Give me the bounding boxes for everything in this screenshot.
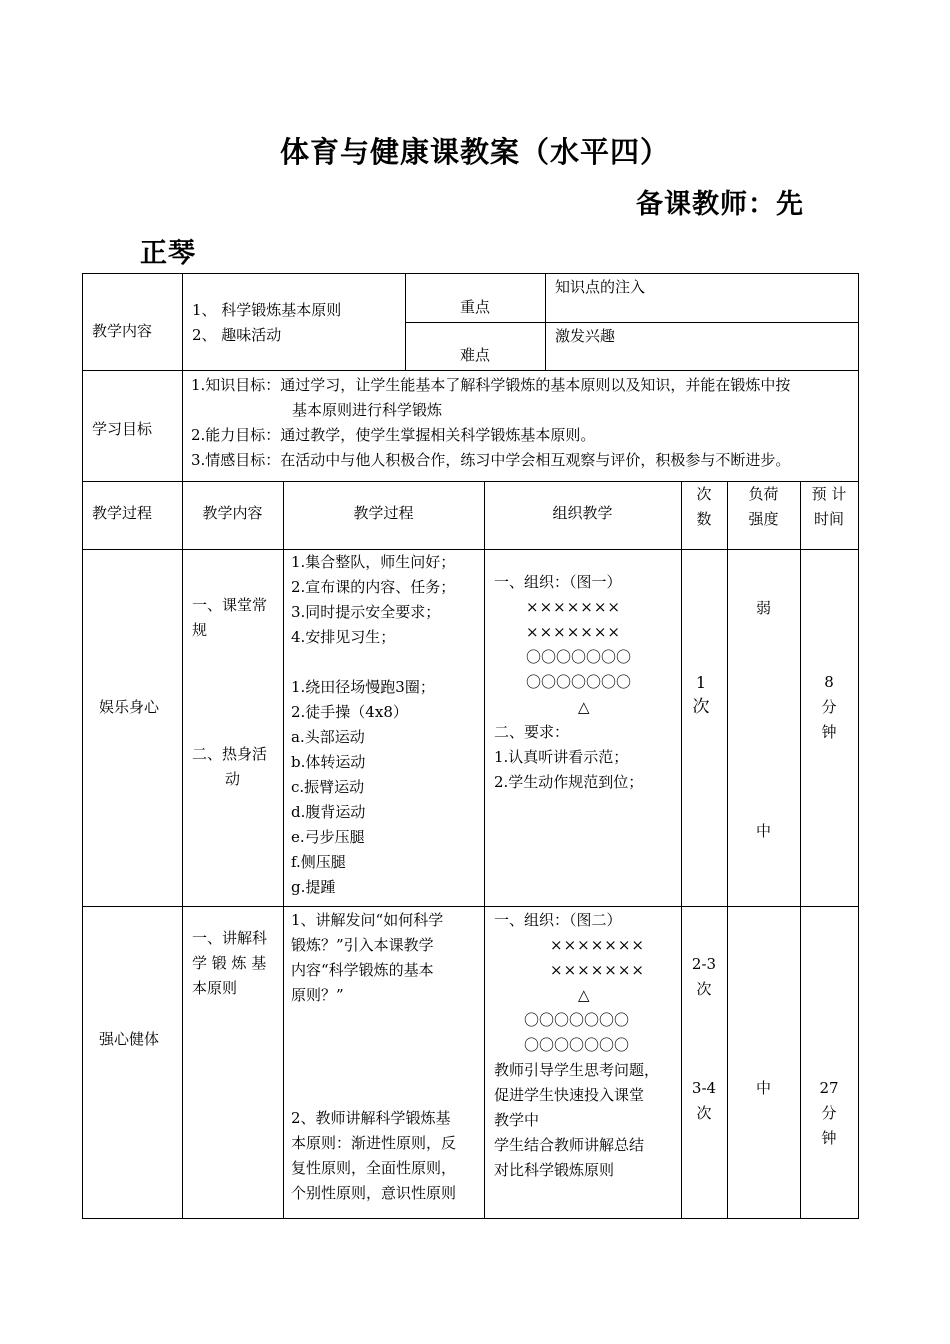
part1-content-a2: 规: [192, 621, 208, 639]
formation-row: 〇〇〇〇〇〇〇: [524, 1011, 630, 1029]
part2-procedure-a: 原则？”: [291, 986, 344, 1004]
part2-procedure-b: 本原则：渐进性原则，反: [291, 1134, 457, 1152]
key-point-label: 重点: [459, 298, 490, 316]
part2-times-a2: 次: [696, 980, 712, 998]
part2-note: 教师引导学生思考问题，: [494, 1061, 660, 1079]
part2-procedure-b: 个别性原则，意识性原则: [291, 1184, 457, 1202]
page-title: 体育与健康课教案（水平四）: [279, 135, 670, 169]
formation-row: 〇〇〇〇〇〇〇: [524, 1036, 630, 1054]
header-content: 教学内容: [202, 504, 263, 522]
procedure-step: e.弓步压腿: [291, 828, 365, 846]
row1-label: 教学内容: [92, 322, 153, 340]
part1-content-a1: 一、课堂常: [192, 596, 268, 614]
formation-row: 〇〇〇〇〇〇〇: [526, 673, 632, 691]
part1-content-b1: 二、热身活: [192, 745, 268, 763]
part2-note: 教学中: [494, 1111, 540, 1129]
header-duration-2: 时间: [813, 510, 844, 528]
formation-row: 〇〇〇〇〇〇〇: [526, 648, 632, 666]
key-point-value: 知识点的注入: [555, 278, 646, 296]
part1-duration-2: 分: [821, 698, 837, 716]
procedure-step: a.头部运动: [291, 728, 365, 746]
part1-load-weak: 弱: [755, 599, 771, 617]
header-load-2: 强度: [748, 510, 779, 528]
part2-procedure-b: 2、教师讲解科学锻炼基: [291, 1109, 451, 1127]
content-item-1: 1、 科学锻炼基本原则: [192, 301, 342, 319]
header-load-1: 负荷: [748, 485, 779, 503]
part2-procedure-b: 复性原则，全面性原则，: [291, 1159, 457, 1177]
goal-knowledge-cont: 基本原则进行科学锻炼: [292, 401, 443, 419]
procedure-step: d.腹背运动: [291, 803, 366, 821]
part2-procedure-a: 内容“科学锻炼的基本: [291, 961, 434, 979]
part2-content-2: 学 锻 炼 基: [192, 954, 267, 972]
part1-times-1: 1: [695, 673, 707, 692]
formation-row: ×××××××: [526, 598, 621, 616]
procedure-step: b.体转运动: [291, 753, 366, 771]
part1-content-b2: 动: [225, 770, 241, 788]
part2-procedure-a: 锻炼？”引入本课教学: [291, 936, 434, 954]
header-process: 教学过程: [92, 504, 153, 522]
part1-requirement: 1.认真听讲看示范；: [494, 748, 629, 766]
part1-label: 娱乐身心: [99, 698, 160, 716]
part2-duration-3: 钟: [821, 1129, 837, 1147]
part1-load-medium: 中: [755, 822, 771, 840]
procedure-step: 3.同时提示安全要求；: [291, 603, 441, 621]
part1-req-title: 二、要求：: [494, 723, 570, 741]
teacher-label: 备课教师：先: [636, 189, 804, 220]
procedure-step: f.侧压腿: [291, 853, 346, 871]
part2-duration-2: 分: [821, 1104, 837, 1122]
part2-times-b2: 次: [696, 1104, 712, 1122]
difficulty-value: 激发兴趣: [555, 327, 616, 345]
header-duration-1: 预 计: [811, 485, 847, 503]
procedure-step: 4.安排见习生；: [291, 628, 396, 646]
goal-knowledge: 1.知识目标：通过学习，让学生能基本了解科学锻炼的基本原则以及知识，并能在锻炼中按: [191, 376, 791, 394]
content-item-2: 2、 趣味活动: [192, 326, 282, 344]
part1-duration-3: 钟: [821, 723, 837, 741]
header-procedure: 教学过程: [353, 504, 414, 522]
part1-requirement: 2.学生动作规范到位；: [494, 773, 644, 791]
procedure-step: c.振臂运动: [291, 778, 365, 796]
difficulty-label: 难点: [459, 346, 490, 364]
procedure-step: 2.宣布课的内容、任务；: [291, 578, 456, 596]
goal-emotion: 3.情感目标：在活动中与他人积极合作，练习中学会相互观察与评价，积极参与不断进步。: [191, 451, 791, 469]
header-organization: 组织教学: [552, 504, 613, 522]
part2-duration-1: 27: [819, 1079, 839, 1097]
part2-note: 对比科学锻炼原则: [494, 1161, 615, 1179]
teacher-triangle-icon: △: [578, 698, 590, 716]
part1-org-title: 一、组织：（图一）: [494, 573, 622, 591]
header-times-2: 数: [696, 510, 712, 528]
procedure-step: g.提踵: [291, 878, 336, 896]
part2-load: 中: [755, 1079, 771, 1097]
procedure-step: 1.集合整队，师生问好；: [291, 553, 456, 571]
formation-row: ×××××××: [550, 961, 645, 979]
procedure-step: 1.绕田径场慢跑3圈；: [291, 678, 435, 696]
procedure-step: 2.徒手操（4x8）: [291, 703, 408, 721]
teacher-triangle-icon: △: [578, 986, 590, 1004]
part2-procedure-a: 1、讲解发问“如何科学: [291, 911, 444, 929]
goal-ability: 2.能力目标：通过教学，使学生掌握相关科学锻炼基本原则。: [191, 426, 596, 444]
part2-note: 学生结合教师讲解总结: [494, 1136, 645, 1154]
part2-times-a1: 2-3: [691, 955, 717, 973]
teacher-name: 正琴: [140, 238, 196, 269]
part2-content-1: 一、讲解科: [192, 929, 268, 947]
part2-org-title: 一、组织：（图二）: [494, 911, 622, 929]
header-times-1: 次: [696, 485, 712, 503]
part1-duration-1: 8: [824, 673, 834, 691]
part2-note: 促进学生快速投入课堂: [494, 1086, 645, 1104]
formation-row: ×××××××: [550, 936, 645, 954]
formation-row: ×××××××: [526, 623, 621, 641]
part2-content-3: 本原则: [192, 979, 238, 997]
part1-times-2: 次: [692, 697, 710, 717]
part2-times-b1: 3-4: [691, 1079, 717, 1097]
row2-label: 学习目标: [92, 420, 153, 438]
part2-label: 强心健体: [99, 1030, 160, 1048]
